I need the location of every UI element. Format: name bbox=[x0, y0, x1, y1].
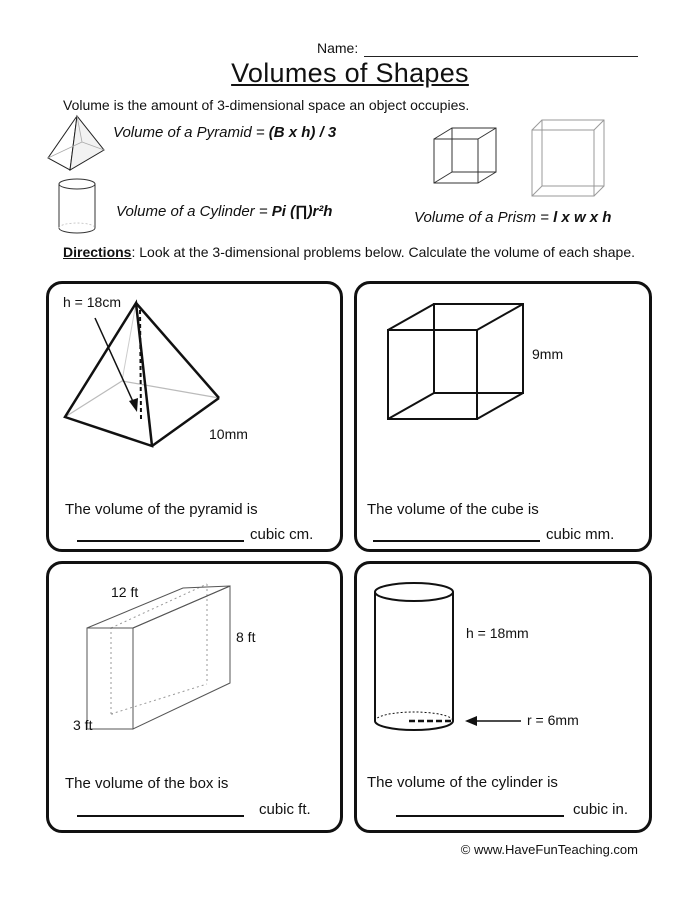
cylinder-small-icon bbox=[56, 176, 98, 238]
directions-text: : Look at the 3-dimensional problems below. Calculate the volume of each shape. bbox=[131, 244, 635, 260]
page-title: Volumes of Shapes bbox=[231, 58, 469, 88]
directions-heading: Directions bbox=[63, 244, 132, 260]
cylinder-unit: cubic in. bbox=[573, 801, 629, 818]
box-question: The volume of the box is bbox=[65, 775, 229, 792]
cylinder-formula-expression: Pi (∏)r²h bbox=[271, 203, 333, 220]
cylinder-formula-label: Volume of a Cylinder = bbox=[116, 203, 272, 220]
intro-text: Volume is the amount of 3-dimensional space an object occupies. bbox=[63, 97, 470, 113]
pyramid-formula-label: Volume of a Pyramid = bbox=[113, 124, 269, 141]
cylinder-problem-panel bbox=[354, 561, 652, 833]
prism-formula bbox=[414, 209, 611, 226]
name-field-line[interactable] bbox=[364, 56, 638, 57]
cylinder-height-label: h = 18mm bbox=[466, 625, 529, 641]
prism-formula-label: Volume of a Prism = bbox=[414, 209, 554, 226]
copyright-footer: © www.HaveFunTeaching.com bbox=[460, 842, 638, 857]
box-problem-panel bbox=[46, 561, 343, 833]
directions bbox=[63, 244, 643, 261]
prism-formula-expression: l x w x h bbox=[553, 209, 612, 226]
pyramid-question: The volume of the pyramid is bbox=[65, 501, 258, 518]
cylinder-answer-blank[interactable] bbox=[396, 815, 564, 817]
cube-question: The volume of the cube is bbox=[367, 501, 539, 518]
prism-small-icon bbox=[528, 116, 610, 202]
pyramid-formula-expression: (B x h) / 3 bbox=[268, 124, 337, 141]
cube-unit: cubic mm. bbox=[546, 526, 615, 543]
cylinder-question: The volume of the cylinder is bbox=[367, 774, 558, 791]
name-label: Name: bbox=[317, 40, 359, 56]
box-answer-blank[interactable] bbox=[77, 815, 244, 817]
pyramid-formula bbox=[113, 124, 336, 141]
pyramid-height-label: h = 18cm bbox=[63, 294, 121, 310]
pyramid-problem-panel bbox=[46, 281, 343, 552]
pyramid-small-icon bbox=[44, 112, 110, 174]
cube-answer-blank[interactable] bbox=[373, 540, 540, 542]
pyramid-side-label: 10mm bbox=[209, 426, 248, 442]
cube-small-icon bbox=[430, 125, 502, 187]
box-height-label: 8 ft bbox=[236, 629, 256, 645]
cube-side-label: 9mm bbox=[532, 346, 564, 362]
box-unit: cubic ft. bbox=[259, 801, 311, 818]
cylinder-formula bbox=[116, 203, 332, 220]
cylinder-radius-label: r = 6mm bbox=[527, 712, 579, 728]
box-width-label: 3 ft bbox=[73, 717, 93, 733]
pyramid-unit: cubic cm. bbox=[250, 526, 314, 543]
pyramid-answer-blank[interactable] bbox=[77, 540, 244, 542]
box-length-label: 12 ft bbox=[111, 584, 139, 600]
cube-problem-panel bbox=[354, 281, 652, 552]
